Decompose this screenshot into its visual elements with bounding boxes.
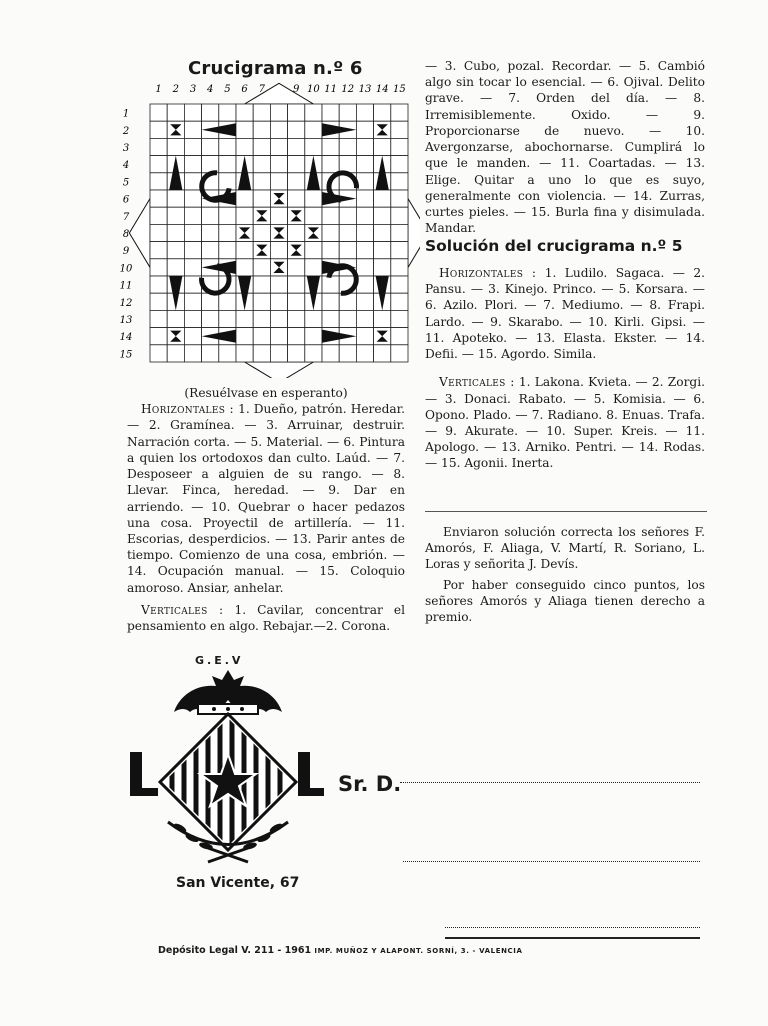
horizontal-clues-text: 1. Dueño, patrón. Heredar. — 2. Gramínea. — 3. Arruinar, destruir. Narración corta. — 5. Material. — 6. Pintura a quien los ortodoxos dan culto. Laúd. — 7. Desposeer a alguien de su rango. — 8. Llevar. Finca, heredad. — 9. Dar en arriendo. — 10. Quebrar o hacer pedazos una cosa. Proyectil de artillería. — 11. Escorias, desperdicios. — 13. Parir antes de tiempo. Comienzo de una cosa, embrión. — 14. Ocupación manual. — 15. Coloquio amoroso. Ansiar, anhelar. — [127, 402, 406, 595]
divider — [425, 511, 707, 512]
grid-cell — [270, 156, 287, 173]
grid-cell — [305, 190, 322, 207]
clues-left-column — [127, 385, 405, 634]
column-number: 2 — [172, 84, 179, 95]
grid-cell — [150, 328, 167, 345]
grid-cell — [167, 242, 184, 259]
letter-l-right-icon — [298, 752, 324, 796]
grid-cell — [253, 310, 270, 327]
solution-vertical-label: Verticales : — [439, 375, 515, 390]
grid-cell — [167, 207, 184, 224]
grid-cell — [150, 207, 167, 224]
grid-cell — [288, 104, 305, 121]
legal-deposit: Depósito Legal V. 211 - 1961 — [158, 945, 312, 956]
grid-cell — [288, 276, 305, 293]
grid-cell — [288, 121, 305, 138]
grid-cell — [391, 328, 408, 345]
grid-cell — [339, 104, 356, 121]
row-number: 10 — [119, 263, 133, 275]
solution-horizontal-label: Horizontales : — [439, 266, 537, 280]
grid-cell — [167, 259, 184, 276]
grid-cell — [339, 138, 356, 155]
grid-cell — [374, 138, 391, 155]
logo-letters: G.E.V — [195, 654, 244, 667]
row-number: 7 — [122, 211, 130, 223]
grid-cell — [322, 242, 339, 259]
grid-cell — [236, 207, 253, 224]
grid-cell — [270, 138, 287, 155]
address-solid-line — [445, 937, 700, 939]
grid-cell — [391, 173, 408, 190]
grid-cell — [356, 156, 373, 173]
grid-cell — [253, 190, 270, 207]
grid-cell — [219, 242, 236, 259]
gev-logo — [128, 652, 328, 872]
grid-cell — [150, 190, 167, 207]
grid-cell — [219, 224, 236, 241]
crossword-title: Crucigrama n.º 6 — [188, 58, 363, 79]
row-number: 9 — [122, 246, 130, 258]
row-number: 6 — [122, 194, 130, 206]
grid-cell — [253, 224, 270, 241]
column-number: 6 — [241, 84, 248, 95]
printer-name: IMP. MUÑOZ Y ALAPONT. SORNÍ, 3. - VALENCIA — [314, 947, 523, 955]
grid-cell — [219, 138, 236, 155]
grid-cell — [391, 242, 408, 259]
grid-cell — [288, 310, 305, 327]
address-line-1[interactable] — [400, 782, 700, 783]
grid-cell — [391, 207, 408, 224]
row-number: 15 — [119, 349, 133, 361]
grid-cell — [150, 293, 167, 310]
grid-cell — [150, 242, 167, 259]
grid-cell — [270, 328, 287, 345]
grid-cell — [219, 293, 236, 310]
grid-cell — [270, 121, 287, 138]
column-number: 4 — [207, 84, 214, 95]
grid-cell — [322, 345, 339, 362]
grid-cell — [253, 138, 270, 155]
grid-cell — [374, 224, 391, 241]
grid-cell — [184, 345, 201, 362]
column-number: 14 — [375, 84, 389, 95]
grid-cell — [253, 276, 270, 293]
grid-cell — [391, 190, 408, 207]
grid-cell — [184, 224, 201, 241]
grid-cell — [167, 310, 184, 327]
grid-cell — [253, 121, 270, 138]
footer — [158, 945, 523, 956]
grid-cell — [356, 293, 373, 310]
grid-cell — [184, 173, 201, 190]
grid-cell — [356, 104, 373, 121]
grid-cell — [391, 104, 408, 121]
grid-cell — [322, 138, 339, 155]
column-number: 3 — [189, 84, 197, 95]
grid-cell — [150, 345, 167, 362]
grid-cell — [219, 310, 236, 327]
column-number: 15 — [393, 84, 406, 95]
grid-cell — [270, 310, 287, 327]
column-number: 12 — [341, 84, 355, 95]
clues-right-column — [425, 58, 705, 236]
grid-cell — [288, 224, 305, 241]
grid-cell — [219, 345, 236, 362]
row-number: 1 — [122, 108, 130, 120]
grid-cell — [322, 207, 339, 224]
grid-cell — [356, 138, 373, 155]
grid-cell — [356, 207, 373, 224]
grid-cell — [202, 345, 219, 362]
grid-cell — [356, 121, 373, 138]
grid-cell — [374, 310, 391, 327]
grid-cell — [236, 224, 253, 241]
grid-cell — [339, 207, 356, 224]
grid-cell — [356, 310, 373, 327]
row-number: 2 — [122, 125, 130, 137]
grid-cell — [150, 310, 167, 327]
grid-cell — [288, 345, 305, 362]
grid-cell — [253, 293, 270, 310]
grid-cell — [391, 138, 408, 155]
grid-cell — [270, 276, 287, 293]
grid-cell — [150, 138, 167, 155]
row-number: 4 — [122, 160, 130, 172]
address-line-2[interactable] — [403, 861, 700, 862]
grid-cell — [339, 156, 356, 173]
row-number: 13 — [119, 315, 133, 326]
solution-body — [425, 265, 705, 472]
grid-cell — [322, 276, 339, 293]
grid-cell — [202, 293, 219, 310]
letter-l-left-icon — [130, 752, 158, 796]
vertical-clues-text-right: — 3. Cubo, pozal. Recordar. — 5. Cambió algo sin tocar lo esencial. — 6. Ojival. Delito grave. — 7. Orden del día. — 8. Irremisiblemente. Oxido. — 9. Proporcionarse de nuevo. — 10. Avergonzarse, abochornarse. Cumplirá lo que le manden. — 11. Coartadas. — 13. Elige. Quitar a uno lo que es suyo, generalmente con violencia. — 14. Zurras, curtes pieles. — 15. Burla fina y disimulada. Mandar. — [425, 59, 705, 236]
row-number: 14 — [119, 332, 133, 344]
grid-cell — [184, 310, 201, 327]
row-number: 12 — [119, 297, 133, 309]
horizontal-clues — [127, 401, 405, 596]
grid-cell — [305, 328, 322, 345]
grid-cell — [305, 207, 322, 224]
grid-cell — [150, 173, 167, 190]
grid-cell — [339, 345, 356, 362]
grid-cell — [374, 190, 391, 207]
grid-cell — [253, 259, 270, 276]
grid-cell — [356, 276, 373, 293]
grid-cell — [184, 242, 201, 259]
column-number: 1 — [155, 84, 162, 95]
grid-cell — [236, 328, 253, 345]
grid-cell — [322, 293, 339, 310]
row-number: 5 — [122, 177, 130, 189]
grid-cell — [167, 224, 184, 241]
row-number: 11 — [119, 280, 133, 292]
grid-cell — [305, 121, 322, 138]
grid-cell — [167, 190, 184, 207]
grid-cell — [288, 156, 305, 173]
grid-cell — [184, 293, 201, 310]
grid-cell — [391, 121, 408, 138]
grid-cell — [305, 104, 322, 121]
grid-cell — [339, 242, 356, 259]
column-number: 10 — [307, 84, 320, 95]
vertical-clues — [127, 602, 405, 634]
grid-cell — [391, 276, 408, 293]
grid-cell — [150, 121, 167, 138]
grid-cell — [322, 156, 339, 173]
grid-cell — [270, 293, 287, 310]
grid-cell — [184, 190, 201, 207]
grid-cell — [219, 104, 236, 121]
grid-cell — [356, 259, 373, 276]
column-number: 5 — [224, 84, 231, 95]
grid-cell — [270, 173, 287, 190]
grid-cell — [202, 104, 219, 121]
grid-cell — [219, 173, 236, 190]
grid-cell — [184, 328, 201, 345]
grid-cell — [356, 224, 373, 241]
grid-cell — [339, 310, 356, 327]
grid-cell — [270, 242, 287, 259]
grid-cell — [305, 242, 322, 259]
grid-cell — [236, 104, 253, 121]
senders-paragraph: Enviaron solución correcta los señores F. Amorós, F. Aliaga, V. Martí, R. Soriano, L. Loras y señorita J. Devís. — [425, 525, 705, 572]
grid-cell — [356, 345, 373, 362]
grid-cell — [374, 242, 391, 259]
grid-cell — [236, 310, 253, 327]
crossword-grid — [110, 78, 420, 378]
grid-cell — [322, 224, 339, 241]
grid-cell — [391, 156, 408, 173]
grid-cell — [322, 310, 339, 327]
grid-cell — [374, 345, 391, 362]
grid-cell — [150, 104, 167, 121]
grid-cell — [236, 345, 253, 362]
grid-cell — [253, 345, 270, 362]
grid-cell — [236, 242, 253, 259]
grid-cell — [202, 138, 219, 155]
grid-cell — [202, 310, 219, 327]
grid-cell — [219, 207, 236, 224]
grid-cell — [288, 293, 305, 310]
grid-point-bottom — [245, 362, 314, 378]
grid-cell — [391, 310, 408, 327]
grid-cell — [236, 259, 253, 276]
grid-cell — [288, 190, 305, 207]
grid-cell — [150, 156, 167, 173]
prize-paragraph: Por haber conseguido cinco puntos, los señores Amorós y Aliaga tienen derecho a premio. — [425, 577, 705, 625]
grid-cell — [253, 104, 270, 121]
grid-cell — [374, 121, 391, 138]
grid-cell — [184, 259, 201, 276]
grid-cell — [374, 259, 391, 276]
grid-cell — [356, 242, 373, 259]
grid-cell — [305, 224, 322, 241]
grid-cell — [339, 224, 356, 241]
grid-cell — [288, 259, 305, 276]
grid-cell — [202, 224, 219, 241]
grid-cell — [253, 328, 270, 345]
grid-cell — [167, 104, 184, 121]
grid-cell — [288, 328, 305, 345]
grid-cell — [150, 259, 167, 276]
grid-cell — [391, 345, 408, 362]
grid-cell — [322, 104, 339, 121]
solution-horizontal-text: 1. Ludilo. Sagaca. — 2. Pansu. — 3. Kinejo. Princo. — 5. Korsara. — 6. Azilo. Plori. — 7. Mediumo. — 8. Frapi. Lardo. — 9. Skarabo. — 10. Kirli. Gipsi. — 11. Apoteko. — 13. Elasta. Ekster. — 14. Defii. — 15. Agordo. Simila. — [425, 266, 706, 362]
grid-cell — [236, 138, 253, 155]
grid-cell — [305, 259, 322, 276]
solution-vertical — [425, 374, 705, 471]
solution-title: Solución del crucigrama n.º 5 — [425, 237, 683, 255]
grid-cell — [253, 156, 270, 173]
vertical-label: Verticales : — [141, 602, 224, 617]
grid-point-top — [245, 83, 314, 104]
grid-cell — [374, 104, 391, 121]
grid-cell — [305, 310, 322, 327]
grid-cell — [356, 328, 373, 345]
column-number: 7 — [258, 84, 265, 95]
grid-cell — [374, 207, 391, 224]
grid-cell — [184, 207, 201, 224]
grid-cell — [253, 173, 270, 190]
grid-cell — [219, 156, 236, 173]
grid-cell — [270, 104, 287, 121]
grid-cell — [202, 242, 219, 259]
grid-cell — [305, 345, 322, 362]
grid-cell — [288, 173, 305, 190]
grid-cell — [167, 345, 184, 362]
address: San Vicente, 67 — [176, 875, 300, 891]
horizontal-label: Horizontales : — [141, 402, 234, 417]
grid-cell — [236, 190, 253, 207]
grid-cell — [184, 138, 201, 155]
column-number: 11 — [324, 84, 337, 95]
grid-point-left — [129, 199, 150, 268]
column-number: 9 — [293, 84, 300, 95]
grid-cell — [391, 293, 408, 310]
row-number: 8 — [122, 229, 130, 240]
address-label: Sr. D. — [338, 772, 402, 796]
column-number: 13 — [358, 84, 372, 95]
grid-cell — [150, 276, 167, 293]
row-number: 3 — [122, 143, 130, 154]
grid-cell — [288, 138, 305, 155]
grid-cell — [356, 190, 373, 207]
grid-cell — [236, 121, 253, 138]
grid-cell — [167, 138, 184, 155]
vertical-clues-text-left: 1. Cavilar, concentrar el pensamiento en algo. Rebajar.—2. Corona. — [127, 602, 406, 634]
solve-note: (Resuélvase en esperanto) — [184, 386, 348, 400]
solution-horizontal — [425, 265, 705, 362]
solution-vertical-text: 1. Lakona. Kvieta. — 2. Zorgi. — 3. Donaci. Rabato. — 5. Komisia. — 6. Opono. Plado. — 7. Radiano. 8. Enuas. Trafa. — 9. Akurate. — 10. Super. Kreis. — 11. Apologo. — 13. Arniko. Pentri. — 14. Rodas. — 15. Agonii. Inerta. — [425, 375, 706, 471]
grid-cell — [184, 156, 201, 173]
grid-point-right — [408, 199, 420, 268]
grid-cell — [150, 224, 167, 241]
grid-cell — [391, 224, 408, 241]
grid-cell — [184, 121, 201, 138]
senders-block — [425, 524, 705, 629]
grid-cell — [305, 138, 322, 155]
grid-cell — [270, 345, 287, 362]
grid-cell — [270, 207, 287, 224]
address-line-3[interactable] — [445, 927, 700, 928]
grid-cell — [391, 259, 408, 276]
grid-cell — [202, 207, 219, 224]
grid-cell — [184, 104, 201, 121]
